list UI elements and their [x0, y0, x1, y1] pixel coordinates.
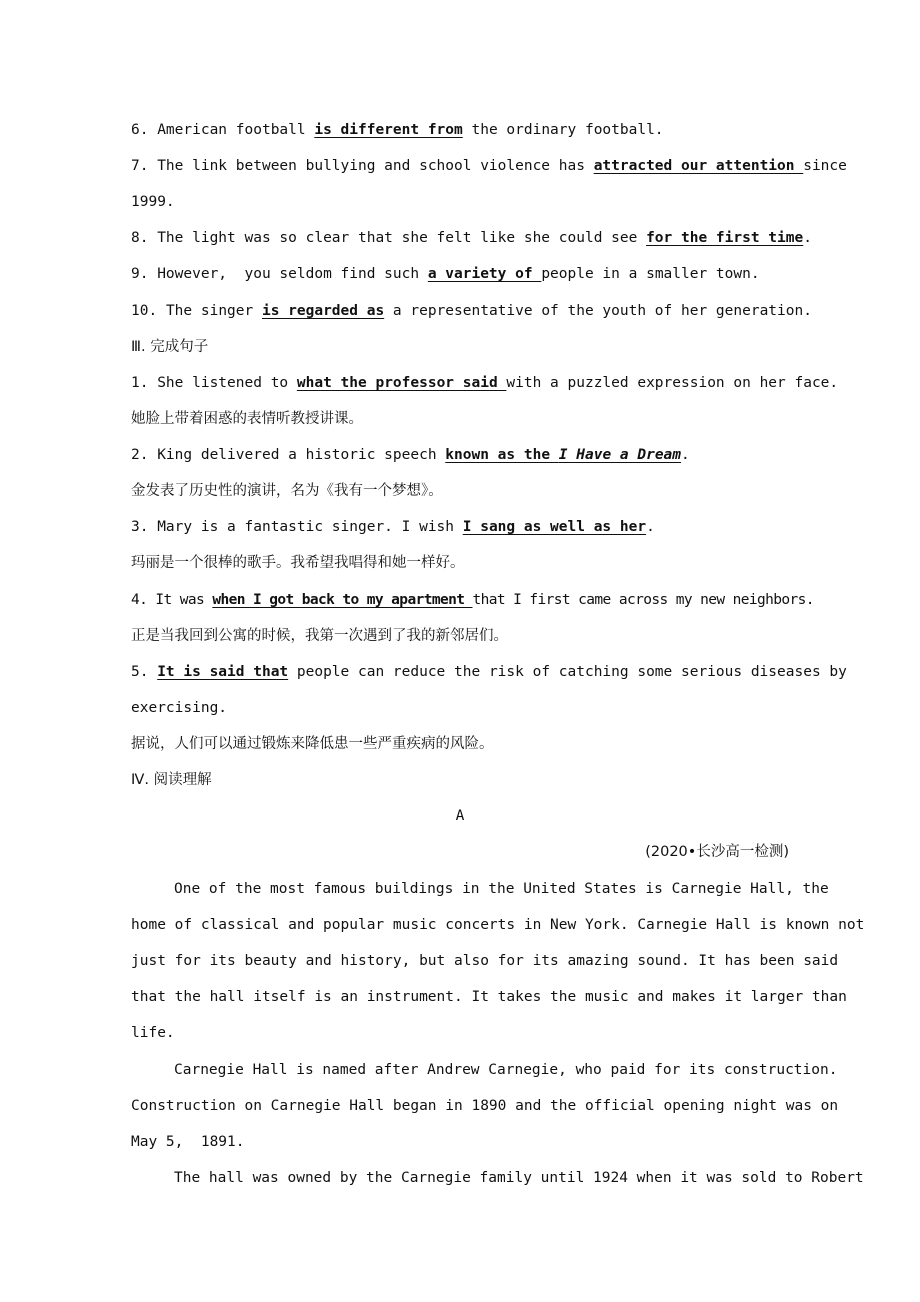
sentence-item-2-translation: 金发表了历史性的演讲，名为《我有一个梦想》。 [131, 483, 443, 499]
paragraph-2-line: May 5, 1891. [131, 1134, 245, 1150]
passage-label: A [455, 808, 465, 824]
answer-text: known as the [445, 447, 559, 463]
paragraph-1-line: home of classical and popular music concerts in New York. Carnegie Hall is known not [131, 917, 865, 933]
exercise-item-10: 10. The singer is regarded as a representative of the youth of her generation. [131, 303, 812, 319]
answer-text: attracted our attention [593, 158, 804, 174]
answer-text: what the professor said [296, 375, 507, 391]
answer-text: I sang as well as her [462, 519, 647, 535]
sentence-item-2: 2. King delivered a historic speech known as the I Have a Dream. [131, 447, 690, 463]
answer-text: is different from [314, 122, 463, 138]
sentence-item-1-translation: 她脸上带着困惑的表情听教授讲课。 [131, 411, 363, 427]
sentence-item-5-translation: 据说，人们可以通过锻炼来降低患一些严重疾病的风险。 [131, 736, 494, 752]
answer-text: a variety of [427, 266, 542, 282]
exercise-item-8: 8. The light was so clear that she felt like she could see for the first time. [131, 230, 812, 246]
sentence-item-3-translation: 玛丽是一个很棒的歌手。我希望我唱得和她一样好。 [131, 555, 465, 571]
sentence-item-4-translation: 正是当我回到公寓的时候，我第一次遇到了我的新邻居们。 [131, 628, 508, 644]
exercise-item-7-continuation: 1999. [131, 194, 175, 210]
answer-text: It is said that [157, 664, 289, 680]
sentence-item-5: 5. It is said that people can reduce the risk of catching some serious diseases by [131, 664, 847, 680]
paragraph-3-line: The hall was owned by the Carnegie family until 1924 when it was sold to Robert [174, 1170, 864, 1186]
answer-text: for the first time [646, 230, 804, 246]
paragraph-1-line: just for its beauty and history, but also for its amazing sound. It has been said [131, 953, 839, 969]
answer-text-italic: I Have a Dream [558, 447, 682, 463]
sentence-item-3: 3. Mary is a fantastic singer. I wish I sang as well as her. [131, 519, 655, 535]
section-heading-complete-sentences: Ⅲ. 完成句子 [131, 339, 209, 355]
answer-text: when I got back to my apartment [212, 592, 473, 608]
exercise-item-7: 7. The link between bullying and school violence has attracted our attention since [131, 158, 847, 174]
sentence-item-1: 1. She listened to what the professor said with a puzzled expression on her face. [131, 375, 839, 391]
passage-source: (2020•长沙高一检测) [645, 844, 789, 860]
paragraph-2-line: Construction on Carnegie Hall began in 1890 and the official opening night was on [131, 1098, 839, 1114]
paragraph-2-line: Carnegie Hall is named after Andrew Carnegie, who paid for its construction. [174, 1062, 838, 1078]
sentence-item-4: 4. It was when I got back to my apartment that I first came across my new neighbors. [131, 592, 814, 608]
section-heading-reading: Ⅳ. 阅读理解 [131, 772, 212, 788]
exercise-item-9: 9. However, you seldom find such a variety of people in a smaller town. [131, 266, 760, 282]
sentence-item-5-continuation: exercising. [131, 700, 228, 716]
paragraph-1-line: One of the most famous buildings in the United States is Carnegie Hall, the [174, 881, 829, 897]
paragraph-1-line: life. [131, 1025, 175, 1041]
exercise-item-6: 6. American football is different from the ordinary football. [131, 122, 664, 138]
paragraph-1-line: that the hall itself is an instrument. It takes the music and makes it larger than [131, 989, 847, 1005]
answer-text: is regarded as [261, 303, 385, 319]
